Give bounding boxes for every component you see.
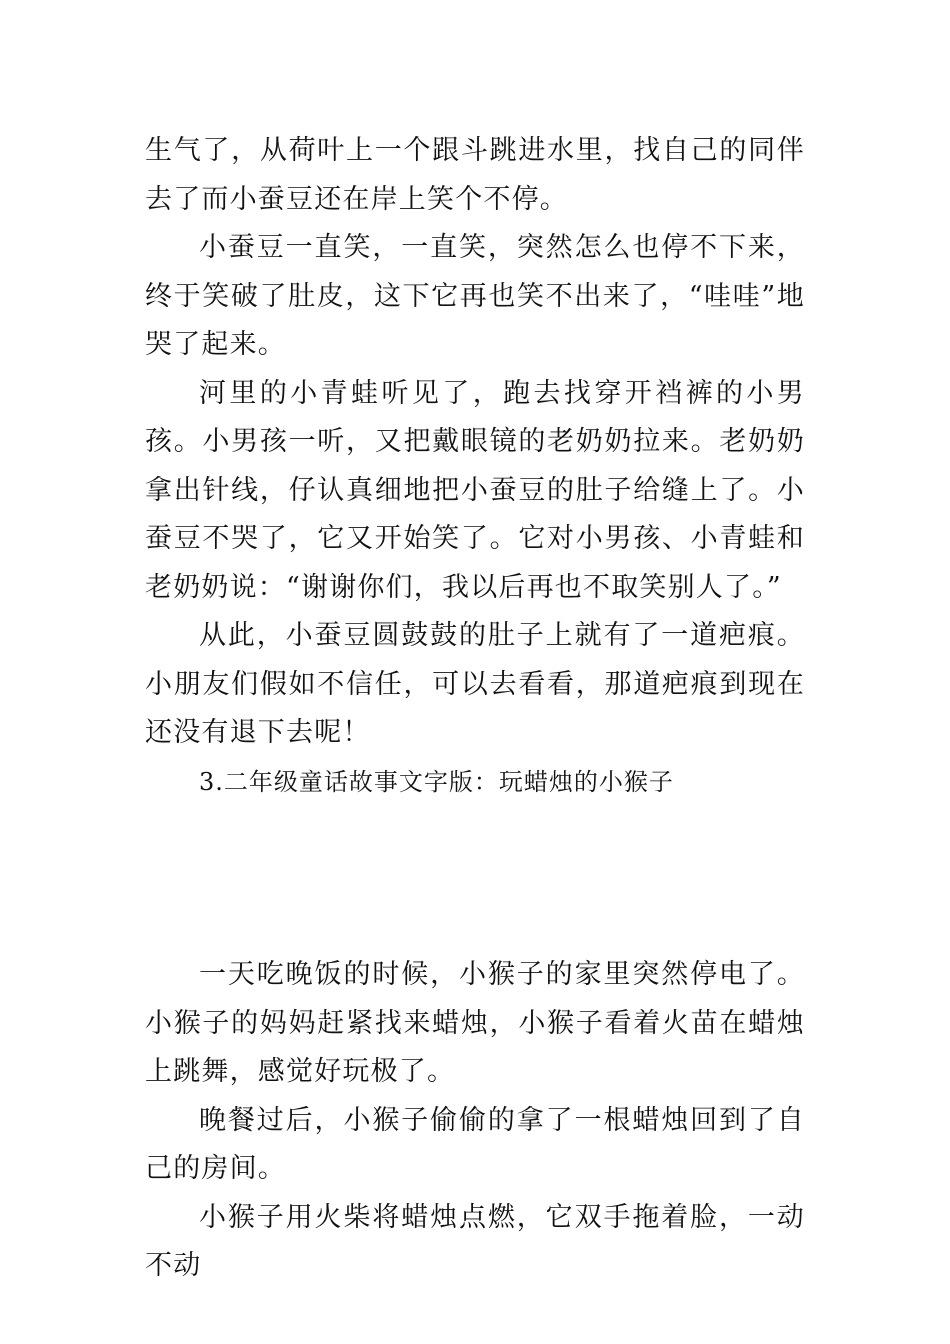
section-heading: 3.二年级童话故事文字版：玩蜡烛的小猴子 <box>199 767 674 796</box>
paragraph-match: 小猴子用火柴将蜡烛点燃，它双手拖着脸，一动不动 <box>145 1201 805 1281</box>
paragraph-after-dinner: 晚餐过后，小猴子偷偷的拿了一根蜡烛回到了自己的房间。 <box>145 1104 805 1184</box>
paragraph-blackout: 一天吃晚饭的时候，小猴子的家里突然停电了。小猴子的妈妈赶紧找来蜡烛，小猴子看着火苗在蜡烛上跳舞，感觉好玩极了。 <box>145 959 805 1087</box>
paragraph-scar: 从此，小蚕豆圆鼓鼓的肚子上就有了一道疤痕。小朋友们假如不信任，可以去看看，那道疤痕到现在还没有退下去呢！ <box>145 620 805 748</box>
blank-space <box>145 806 805 951</box>
paragraph-laughing: 小蚕豆一直笑，一直笑，突然怎么也停不下来，终于笑破了肚皮，这下它再也笑不出来了，“哇哇”地哭了起来。 <box>145 232 805 360</box>
paragraph-frog: 河里的小青蛙听见了，跑去找穿开裆裤的小男孩。小男孩一听，又把戴眼镜的老奶奶拉来。老奶奶拿出针线，仔认真细地把小蚕豆的肚子给缝上了。小蚕豆不哭了，它又开始笑了。它对小男孩、小青蛙和老奶奶说：“谢谢你们，我以后再也不取笑别人了。” <box>145 377 805 603</box>
document-body <box>145 127 805 1291</box>
paragraph-continuation: 生气了，从荷叶上一个跟斗跳进水里，找自己的同伴去了而小蚕豆还在岸上笑个不停。 <box>145 135 805 215</box>
